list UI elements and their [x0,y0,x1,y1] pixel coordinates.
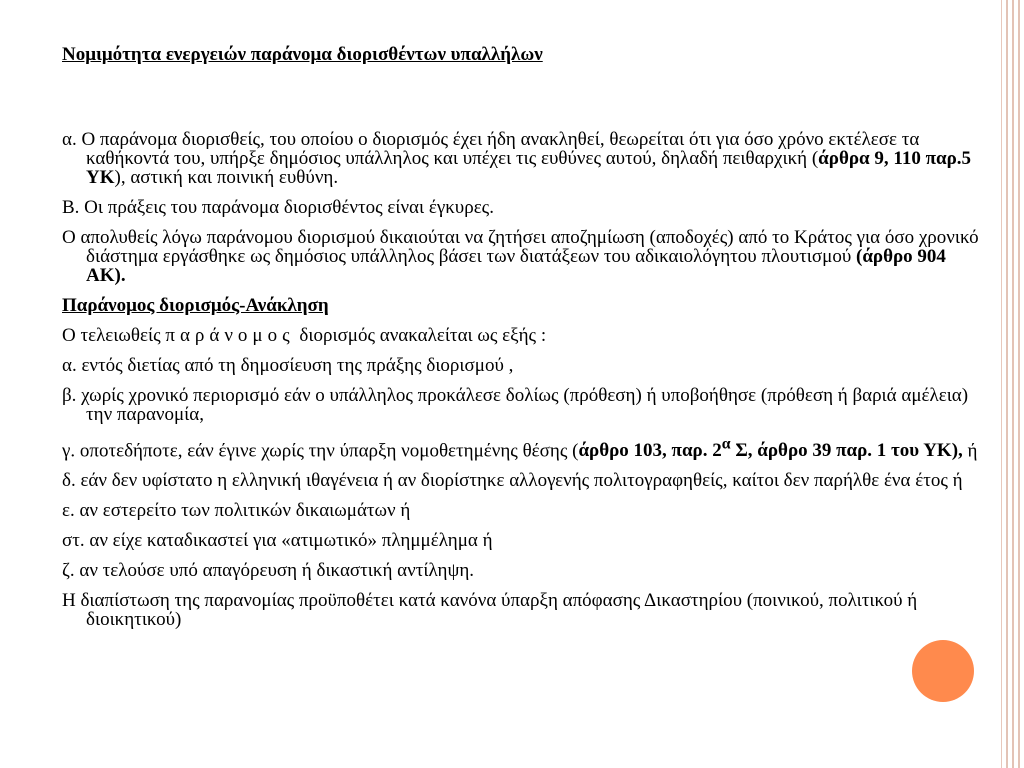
paragraph-compensation: Ο απολυθείς λόγω παράνομου διορισμού δικαιούται να ζητήσει αποζημίωση (αποδοχές) από το Κράτος για όσο χρονικό διάστημα εργάσθηκε ως δημόσιος υπάλληλος βάσει των διατάξεων του αδικαιολόγητου πλουτισμού (άρθρο 904 ΑΚ). [62,227,979,286]
list-item-b: β. χωρίς χρονικό περιορισμό εάν ο υπάλληλος προκάλεσε δολίως (πρόθεση) ή υποβοήθησε (πρόθεση ή βαριά αμέλεια) την παρανομία, [62,385,969,425]
decorative-circle [912,640,974,702]
slide-title: Νομιμότητα ενεργειών παράνομα διορισθέντων υπαλλήλων [62,44,543,65]
section-heading: Παράνομος διορισμός-Ανάκληση [62,295,329,316]
paragraph-a: α. Ο παράνομα διορισθείς, του οποίου ο διορισμός έχει ήδη ανακληθεί, θεωρείται ότι για όσο χρόνο εκτέλεσε τα καθήκοντά του, υπήρξε δημόσιος υπάλληλος και υπέχει τις ευθύνες αυτού, δηλαδή πειθαρχική (άρθρα 9, 110 παρ.5 ΥΚ), αστική και ποινική ευθύνη. [62,129,972,188]
list-item-a: α. εντός διετίας από τη δημοσίευση της πράξης διορισμού , [62,355,514,376]
list-item-st: στ. αν είχε καταδικαστεί για «ατιμωτικό» πλημμέλημα ή [62,530,493,552]
slide-body [62,130,987,640]
list-item-c: γ. οποτεδήποτε, εάν έγινε χωρίς την ύπαρξη νομοθετημένης θέσης (άρθρο 103, παρ. $2^\alpha$ Σ, άρθρο 39 παρ. 1 του ΥΚ), ή [62,436,978,462]
list-item-d: δ. εάν δεν υφίστατο η ελληνική ιθαγένεια ή αν διορίστηκε αλλογενής πολιτογραφηθείς, καίτοι δεν παρήλθε ένα έτος ή [62,470,963,492]
paragraph-b: Β. Οι πράξεις του παράνομα διορισθέντος είναι έγκυρες. [62,197,494,218]
paragraph-conclusion: Η διαπίστωση της παρανομίας προϋποθέτει κατά κανόνα ύπαρξη απόφασης Δικαστηρίου (ποινικού, πολιτικού ή διοικητικού) [62,590,918,631]
decorative-border [1001,0,1024,768]
list-item-z: ζ. αν τελούσε υπό απαγόρευση ή δικαστική αντίληψη. [62,560,475,582]
list-item-e: ε. αν εστερείτο των πολιτικών δικαιωμάτων ή [62,500,411,522]
paragraph-revocation-intro: Ο τελειωθείς παράνομος διορισμός ανακαλείται ως εξής : [62,325,547,346]
decorative-stripes [1002,0,1024,768]
